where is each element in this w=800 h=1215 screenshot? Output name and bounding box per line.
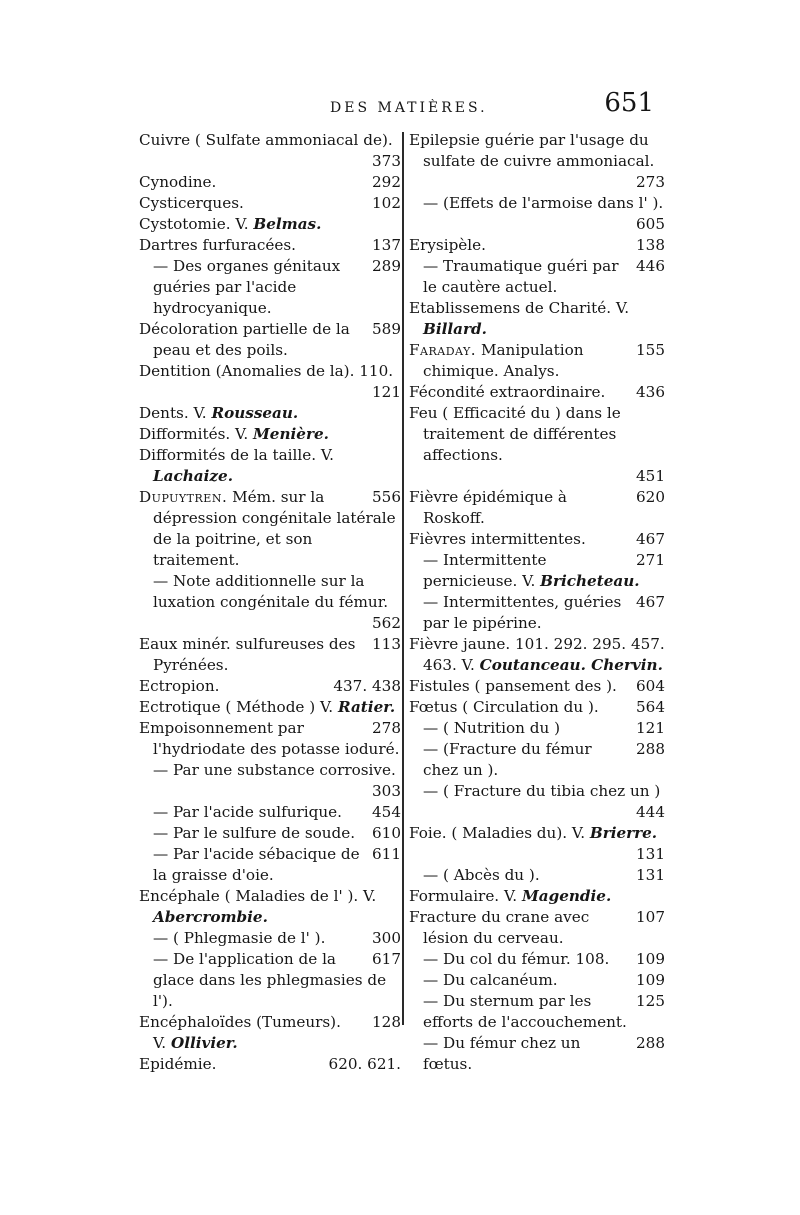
entry-text: Formulaire. V. bbox=[409, 887, 522, 905]
entry-page-ref: 107 bbox=[636, 908, 665, 926]
entry-page-ref: 288 bbox=[636, 1034, 665, 1052]
index-entry bbox=[139, 802, 401, 823]
entry-page-ref: 137 bbox=[372, 236, 401, 254]
entry-text: Difformités. V. bbox=[139, 425, 253, 443]
entry-text: — Du col du fémur. 108. bbox=[423, 950, 610, 968]
entry-text: Cuivre ( Sulfate ammoniacal de). bbox=[139, 131, 393, 149]
index-entry bbox=[409, 991, 665, 1033]
index-entry bbox=[409, 970, 665, 991]
index-entry bbox=[409, 1033, 665, 1075]
index-entry bbox=[409, 907, 665, 949]
entry-page-ref: 446 bbox=[636, 257, 665, 275]
index-entry bbox=[139, 823, 401, 844]
entry-page-ref: 138 bbox=[636, 236, 665, 254]
index-entry bbox=[409, 739, 665, 781]
index-entry bbox=[139, 1012, 401, 1033]
entry-page-ref: 102 bbox=[372, 194, 401, 212]
entry-text: — ( Nutrition du ) bbox=[423, 719, 561, 737]
entry-page-ref: 125 bbox=[636, 992, 665, 1010]
entry-page-ref: 113 bbox=[372, 635, 401, 653]
entry-text: — Note additionnelle sur la luxation congénitale du fémur. bbox=[153, 572, 389, 611]
entry-cross-reference: Abercrombie. bbox=[153, 908, 268, 926]
entry-text: — Du sternum par les efforts de l'accouchement. bbox=[423, 992, 627, 1031]
entry-page-ref: 155 bbox=[636, 341, 665, 359]
index-entry bbox=[139, 445, 401, 487]
index-entry bbox=[409, 949, 665, 970]
entry-text: Encéphaloïdes (Tumeurs). bbox=[139, 1013, 341, 1031]
entry-text: — Du calcanéum. bbox=[423, 971, 558, 989]
index-entry bbox=[409, 823, 665, 865]
index-entry bbox=[139, 172, 401, 193]
entry-page-ref: 278 bbox=[372, 719, 401, 737]
entry-page-ref: 556 bbox=[372, 488, 401, 506]
entry-page-ref: 303 bbox=[372, 782, 401, 800]
entry-page-ref: 620 bbox=[636, 488, 665, 506]
entry-page-ref: 564 bbox=[636, 698, 665, 716]
entry-text: Mém. sur la dépression congénitale latérale de la poitrine, et son traitement. bbox=[153, 488, 396, 569]
index-entry bbox=[139, 949, 401, 1012]
entry-text: — Des organes génitaux guéries par l'acide hydrocyanique. bbox=[153, 257, 341, 317]
entry-text: — (Effets de l'armoise dans l' ). bbox=[423, 194, 664, 212]
entry-cross-reference: Ratier. bbox=[337, 698, 396, 716]
index-entry bbox=[139, 235, 401, 256]
index-entry bbox=[139, 193, 401, 214]
index-entry bbox=[139, 1054, 401, 1075]
index-entry bbox=[409, 676, 665, 697]
index-entry bbox=[139, 214, 401, 235]
entry-cross-reference: Menière. bbox=[253, 425, 329, 443]
entry-page-ref: 589 bbox=[372, 320, 401, 338]
index-entry bbox=[409, 340, 665, 382]
entry-text: — Par le sulfure de soude. bbox=[153, 824, 356, 842]
entry-page-ref: 444 bbox=[636, 803, 665, 821]
entry-page-ref: 605 bbox=[636, 215, 665, 233]
index-entry bbox=[409, 256, 665, 298]
entry-text: — Par une substance corrosive. bbox=[153, 761, 396, 779]
entry-page-ref: 121 bbox=[372, 383, 401, 401]
entry-author: Faraday. bbox=[409, 341, 477, 359]
index-entry bbox=[409, 235, 665, 256]
index-entry bbox=[409, 529, 665, 550]
entry-text: Fièvre épidémique à Roskoff. bbox=[409, 488, 567, 527]
entry-page-ref: 289 bbox=[372, 257, 401, 275]
entry-cross-reference: Ollivier. bbox=[170, 1034, 238, 1052]
index-entry bbox=[139, 403, 401, 424]
index-entry bbox=[409, 592, 665, 634]
index-entry bbox=[139, 886, 401, 928]
index-entry bbox=[139, 718, 401, 760]
entry-cross-reference: Magendie. bbox=[521, 887, 612, 905]
index-entry bbox=[409, 718, 665, 739]
entry-cross-reference: Brierre. bbox=[589, 824, 658, 842]
entry-page-ref: 436 bbox=[636, 383, 665, 401]
index-entry bbox=[139, 697, 401, 718]
index-entry bbox=[409, 697, 665, 718]
index-entry bbox=[139, 634, 401, 676]
entry-page-ref: 300 bbox=[372, 929, 401, 947]
entry-text: Décoloration partielle de la peau et des poils. bbox=[139, 320, 350, 359]
index-entry bbox=[139, 760, 401, 802]
entry-page-ref: 109 bbox=[636, 971, 665, 989]
entry-text: — Intermittentes, guéries par le pipérine. bbox=[423, 593, 622, 632]
entry-text: Cynodine. bbox=[139, 173, 217, 191]
entry-text: — ( Phlegmasie de l' ). bbox=[153, 929, 326, 947]
page-number: 651 bbox=[604, 88, 654, 118]
entry-text: — ( Fracture du tibia chez un ) bbox=[423, 782, 661, 800]
entry-text: — Intermittente pernicieuse. V. bbox=[423, 551, 547, 590]
index-entry bbox=[139, 361, 401, 403]
entry-page-ref: 454 bbox=[372, 803, 401, 821]
entry-text: Erysipèle. bbox=[409, 236, 486, 254]
entry-text: — Traumatique guéri par le cautère actuel. bbox=[423, 257, 619, 296]
index-entry bbox=[409, 865, 665, 886]
index-entry bbox=[409, 382, 665, 403]
index-entry bbox=[139, 928, 401, 949]
index-entry bbox=[139, 424, 401, 445]
entry-page-ref: 620. 621. bbox=[328, 1055, 401, 1073]
entry-text: Epidémie. bbox=[139, 1055, 217, 1073]
index-entry bbox=[139, 130, 401, 172]
entry-text: Fracture du crane avec lésion du cerveau. bbox=[409, 908, 590, 947]
entry-text: Cystotomie. V. bbox=[139, 215, 254, 233]
entry-page-ref: 373 bbox=[372, 152, 401, 170]
entry-text: Dentition (Anomalies de la). 110. bbox=[139, 362, 394, 380]
index-entry bbox=[409, 550, 665, 592]
entry-text: — (Fracture du fémur chez un ). bbox=[423, 740, 592, 779]
entry-text: Feu ( Efficacité du ) dans le traitement de différentes affections. bbox=[409, 404, 621, 464]
entry-text: Ectropion. bbox=[139, 677, 220, 695]
entry-page-ref: 131 bbox=[636, 845, 665, 863]
entry-page-ref: 562 bbox=[372, 614, 401, 632]
entry-page-ref: 467 bbox=[636, 593, 665, 611]
index-entry bbox=[409, 781, 665, 823]
entry-text: Dartres furfuracées. bbox=[139, 236, 296, 254]
index-entry bbox=[409, 130, 665, 193]
entry-author: Dupuytren. bbox=[139, 488, 228, 506]
entry-text: Encéphale ( Maladies de l' ). V. bbox=[139, 887, 377, 905]
entry-page-ref: 611 bbox=[372, 845, 401, 863]
entry-cross-reference: Belmas. bbox=[253, 215, 322, 233]
entry-text: Epilepsie guérie par l'usage du sulfate de cuivre ammoniacal. bbox=[409, 131, 655, 170]
entry-text: Dents. V. bbox=[139, 404, 212, 422]
running-head: DES MATIÈRES. bbox=[330, 100, 488, 116]
entry-cross-reference: Bricheteau. bbox=[540, 572, 640, 590]
index-entry bbox=[139, 487, 401, 571]
index-entry bbox=[139, 319, 401, 361]
index-entry bbox=[139, 844, 401, 886]
entry-text: V. bbox=[153, 1034, 171, 1052]
index-entry bbox=[409, 403, 665, 487]
index-entry bbox=[409, 634, 665, 676]
entry-text: Difformités de la taille. V. bbox=[139, 446, 334, 464]
entry-text: — Par l'acide sulfurique. bbox=[153, 803, 342, 821]
index-column-left bbox=[139, 130, 401, 1075]
index-entry bbox=[409, 487, 665, 529]
entry-text: Etablissemens de Charité. V. bbox=[409, 299, 630, 317]
index-entry bbox=[409, 298, 665, 340]
entry-text: Ectrotique ( Méthode ) V. bbox=[139, 698, 338, 716]
entry-text: — Du fémur chez un fœtus. bbox=[423, 1034, 581, 1073]
entry-text: Fièvres intermittentes. bbox=[409, 530, 586, 548]
index-column-right bbox=[409, 130, 665, 1075]
entry-text: Foie. ( Maladies du). V. bbox=[409, 824, 590, 842]
entry-cross-reference: Rousseau. bbox=[211, 404, 299, 422]
entry-text: Fécondité extraordinaire. bbox=[409, 383, 606, 401]
entry-text: — De l'application de la glace dans les phlegmasies de l'). bbox=[153, 950, 387, 1010]
entry-text: Empoisonnement par l'hydriodate des potasse ioduré. bbox=[139, 719, 400, 758]
index-entry bbox=[139, 571, 401, 634]
entry-cross-reference: Lachaize. bbox=[153, 467, 233, 485]
entry-text: — ( Abcès du ). bbox=[423, 866, 540, 884]
entry-page-ref: 128 bbox=[372, 1013, 401, 1031]
entry-text: Cysticerques. bbox=[139, 194, 244, 212]
entry-page-ref: 131 bbox=[636, 866, 665, 884]
index-entry bbox=[409, 193, 665, 235]
entry-page-ref: 288 bbox=[636, 740, 665, 758]
column-divider bbox=[402, 132, 404, 1025]
entry-page-ref: 437. 438 bbox=[333, 677, 401, 695]
entry-text: Fièvre jaune. 101. 292. 295. 457. 463. V. bbox=[409, 635, 665, 674]
entry-page-ref: 109 bbox=[636, 950, 665, 968]
index-entry bbox=[139, 256, 401, 319]
entry-cross-reference: Billard. bbox=[423, 320, 487, 338]
index-entry bbox=[139, 676, 401, 697]
entry-text: Fistules ( pansement des ). bbox=[409, 677, 617, 695]
entry-text: Fœtus ( Circulation du ). bbox=[409, 698, 599, 716]
entry-page-ref: 451 bbox=[636, 467, 665, 485]
index-entry bbox=[139, 1033, 401, 1054]
entry-page-ref: 610 bbox=[372, 824, 401, 842]
entry-page-ref: 467 bbox=[636, 530, 665, 548]
entry-page-ref: 617 bbox=[372, 950, 401, 968]
entry-page-ref: 604 bbox=[636, 677, 665, 695]
entry-cross-reference: Coutanceau. Chervin. bbox=[479, 656, 663, 674]
entry-text: — Par l'acide sébacique de la graisse d'oie. bbox=[153, 845, 360, 884]
entry-text: Manipulation chimique. Analys. bbox=[423, 341, 584, 380]
entry-page-ref: 271 bbox=[636, 551, 665, 569]
entry-page-ref: 292 bbox=[372, 173, 401, 191]
entry-text: Eaux minér. sulfureuses des Pyrénées. bbox=[139, 635, 356, 674]
entry-page-ref: 273 bbox=[636, 173, 665, 191]
index-entry bbox=[409, 886, 665, 907]
entry-page-ref: 121 bbox=[636, 719, 665, 737]
